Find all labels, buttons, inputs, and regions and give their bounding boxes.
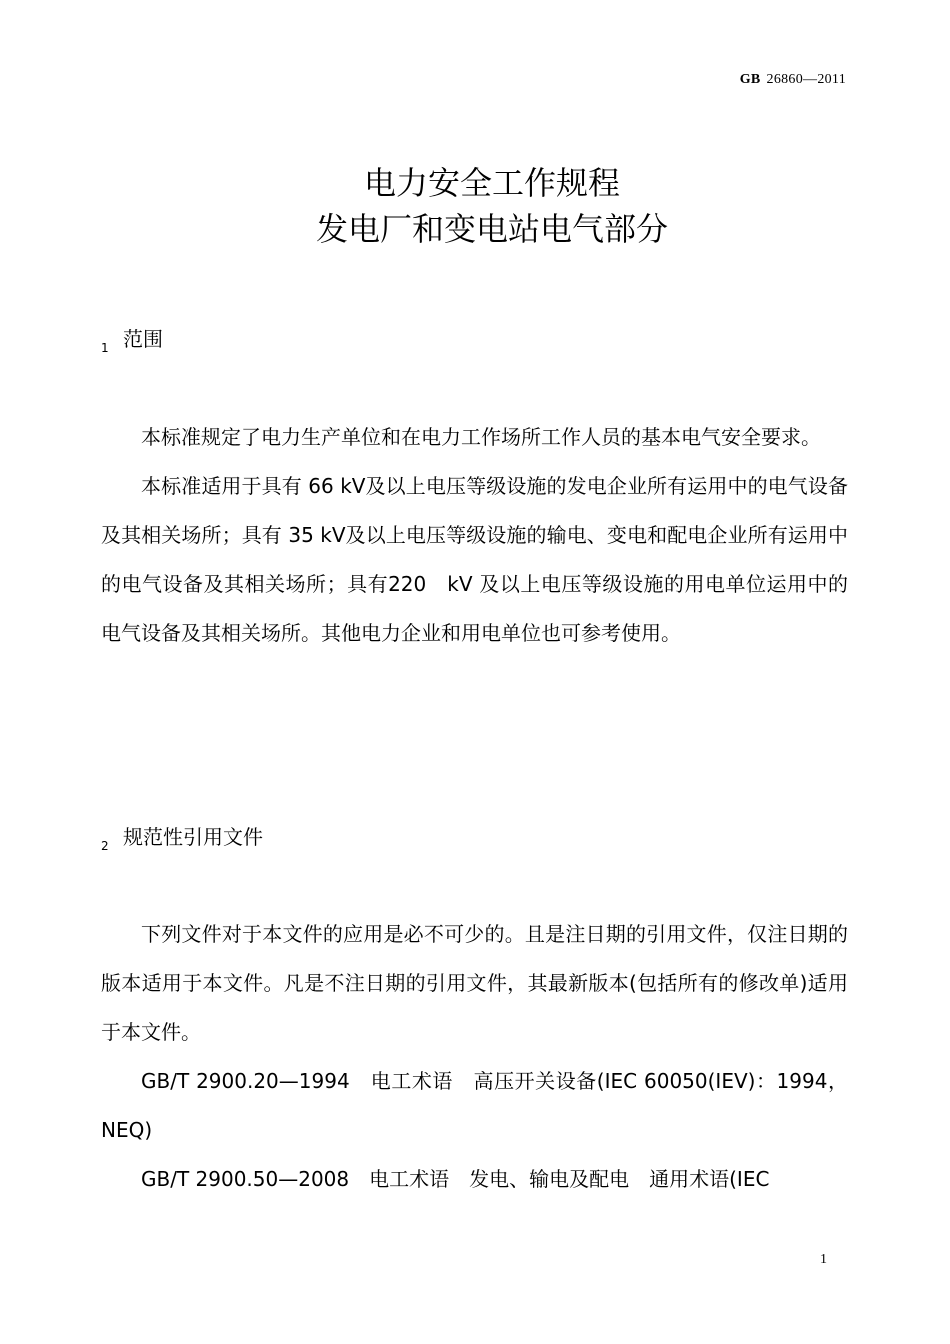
document-title <box>0 160 950 252</box>
section-number: 2 <box>101 839 109 853</box>
scope-paragraph-1: 本标准规定了电力生产单位和在电力工作场所工作人员的基本电气安全要求。 <box>141 425 821 449</box>
section-title: 范围 <box>123 327 163 351</box>
section-heading-scope <box>101 323 163 355</box>
scope-body <box>101 413 848 658</box>
standard-number: 26860—2011 <box>766 72 846 87</box>
standard-prefix: GB <box>739 72 761 87</box>
title-line-1: 电力安全工作规程 <box>363 164 620 202</box>
reference-item-1: GB/T 2900.20—1994 电工术语 高压开关设备(IEC 60050(IEV)：1994，NEQ) <box>101 1069 848 1142</box>
section-heading-references <box>101 821 263 853</box>
page-number: 1 <box>820 1252 827 1267</box>
scope-paragraph-2: 本标准适用于具有 66 kV及以上电压等级设施的发电企业所有运用中的电气设备及其相关场所；具有 35 kV及以上电压等级设施的输电、变电和配电企业所有运用中的电气设备及其相关场所；具有220 kV 及以上电压等级设施的用电单位运用中的电气设备及其相关场所。其他电力企业和用电单位也可参考使用。 <box>101 474 848 645</box>
section-title: 规范性引用文件 <box>123 825 263 849</box>
references-paragraph-1: 下列文件对于本文件的应用是必不可少的。且是注日期的引用文件，仅注日期的版本适用于本文件。凡是不注日期的引用文件，其最新版本(包括所有的修改单)适用于本文件。 <box>101 922 848 1044</box>
document-code <box>740 72 846 88</box>
references-body <box>101 910 848 1204</box>
reference-item-2: GB/T 2900.50—2008 电工术语 发电、输电及配电 通用术语(IEC <box>141 1167 770 1191</box>
title-line-2: 发电厂和变电站电气部分 <box>315 210 668 248</box>
section-number: 1 <box>101 341 109 355</box>
